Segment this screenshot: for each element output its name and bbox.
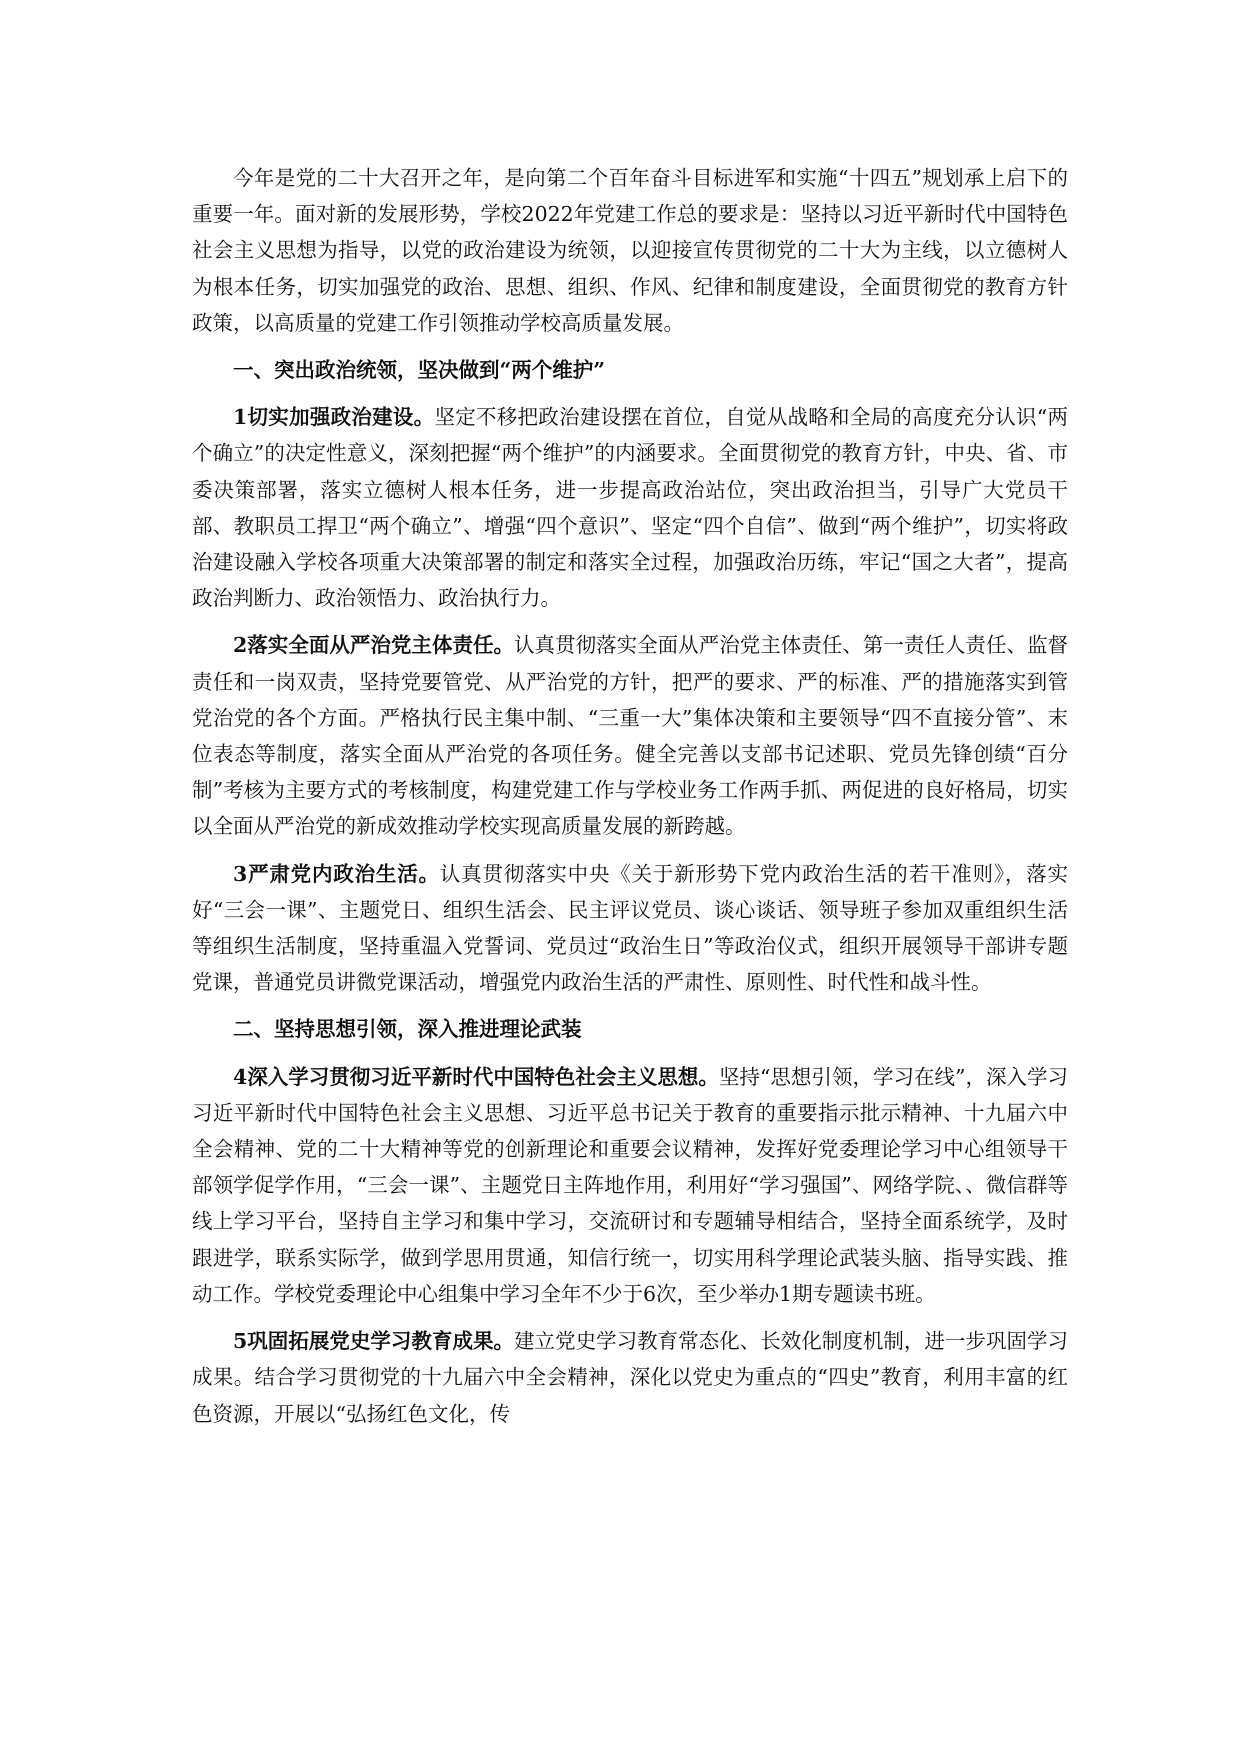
document-page	[192, 160, 1068, 1443]
item-1-paragraph	[192, 399, 1068, 616]
intro-paragraph: 今年是党的二十大召开之年，是向第二个百年奋斗目标进军和实施“十四五”规划承上启下的重要一年。面对新的发展形势，学校2022年党建工作总的要求是：坚持以习近平新时代中国特色社会主义思想为指导，以党的政治建设为统领，以迎接宣传贯彻党的二十大为主线，以立德树人为根本任务，切实加强党的政治、思想、组织、作风、纪律和制度建设，全面贯彻党的教育方针政策，以高质量的党建工作引领推动学校高质量发展。	[192, 166, 1068, 335]
item-2-lead: 2落实全面从严治党主体责任。	[233, 633, 515, 658]
item-4-text: 坚持“思想引领，学习在线”，深入学习习近平新时代中国特色社会主义思想、习近平总书记关于教育的重要指示批示精神、十九届六中全会精神、党的二十大精神等党的创新理论和重要会议精神，发挥好党委理论学习中心组领导干部领学促学作用，“三会一课”、主题党日主阵地作用，利用好“学习强国”、网络学院、、微信群等线上学习平台，坚持自主学习和集中学习，交流研讨和专题辅导相结合，坚持全面系统学，及时跟进学，联系实际学，做到学思用贯通，知信行统一，切实用科学理论武装头脑、指导实践、推动工作。学校党委理论中心组集中学习全年不少于6次，至少举办1期专题读书班。	[192, 1064, 1068, 1306]
item-4-paragraph	[192, 1059, 1068, 1312]
item-5-paragraph	[192, 1323, 1068, 1432]
item-5-lead: 5巩固拓展党史学习教育成果。	[233, 1329, 515, 1354]
section-1-heading: 一、突出政治统领，坚决做到“两个维护”	[233, 358, 606, 383]
item-3-paragraph	[192, 856, 1068, 1001]
item-1-text: 坚定不移把政治建设摆在首位，自觉从战略和全局的高度充分认识“两个确立”的决定性意义，深刻把握“两个维护”的内涵要求。全面贯彻党的教育方针，中央、省、市委决策部署，落实立德树人根本任务，进一步提高政治站位，突出政治担当，引导广大党员干部、教职员工捍卫“两个确立”、增强“四个意识”、坚定“四个自信”、做到“两个维护”，切实将政治建设融入学校各项重大决策部署的制定和落实全过程，加强政治历练，牢记“国之大者”，提高政治判断力、政治领悟力、政治执行力。	[192, 405, 1068, 611]
section-2-heading: 二、坚持思想引领，深入推进理论武装	[233, 1017, 582, 1042]
item-5-text: 建立党史学习教育常态化、长效化制度机制，进一步巩固学习成果。结合学习贯彻党的十九届六中全会精神，深化以党史为重点的“四史”教育，利用丰富的红色资源，开展以“弘扬红色文化，传	[192, 1329, 1069, 1426]
item-3-text: 认真贯彻落实中央《关于新形势下党内政治生活的若干准则》，落实好“三会一课”、主题党日、组织生活会、民主评议党员、谈心谈话、领导班子参加双重组织生活等组织生活制度，坚持重温入党誓词、党员过“政治生日”等政治仪式，组织开展领导干部讲专题党课，普通党员讲微党课活动，增强党内政治生活的严肃性、原则性、时代性和战斗性。	[192, 861, 1069, 995]
item-2-text: 认真贯彻落实全面从严治党主体责任、第一责任人责任、监督责任和一岗双责，坚持党要管党、从严治党的方针，把严的要求、严的标准、严的措施落实到管党治党的各个方面。严格执行民主集中制、“三重一大”集体决策和主要领导“四不直接分管”、末位表态等制度，落实全面从严治党的各项任务。健全完善以支部书记述职、党员先锋创绩“百分制”考核为主要方式的考核制度，构建党建工作与学校业务工作两手抓、两促进的良好格局，切实以全面从严治党的新成效推动学校实现高质量发展的新跨越。	[192, 633, 1069, 839]
item-4-lead: 4深入学习贯彻习近平新时代中国特色社会主义思想。	[233, 1064, 719, 1089]
item-3-lead: 3严肃党内政治生活。	[233, 861, 440, 886]
item-2-paragraph	[192, 627, 1068, 844]
item-1-lead: 1切实加强政治建设。	[233, 405, 435, 430]
